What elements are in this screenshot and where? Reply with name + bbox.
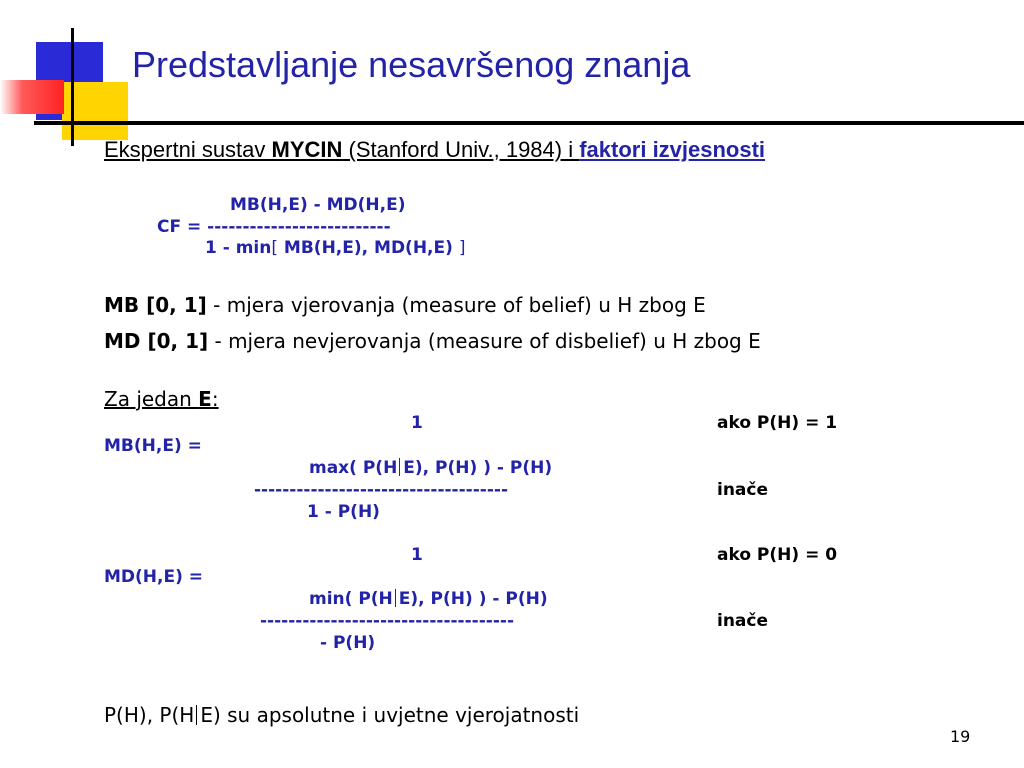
slide-title: Predstavljanje nesavršenog znanja xyxy=(132,44,691,85)
intro-prefix: Ekspertni sustav xyxy=(104,137,272,162)
cf-denominator xyxy=(205,238,465,258)
for-one-var: E xyxy=(198,387,212,411)
cf-lhs-line xyxy=(157,217,391,237)
given-bar-icon xyxy=(395,589,397,607)
given-bar-icon xyxy=(196,705,198,725)
definition-text: - mjera vjerovanja (measure of belief) u H zbog E xyxy=(206,293,706,317)
md-numerator xyxy=(309,589,548,609)
cf-bracket-open: [ xyxy=(271,238,279,258)
mb-case2-cond: inače xyxy=(717,480,769,500)
definition-term: MD [0, 1] xyxy=(104,329,209,353)
mb-numerator-a: max( P(H xyxy=(309,458,398,478)
for-one-label xyxy=(104,387,219,411)
intro-term: faktori izvjesnosti xyxy=(579,137,766,162)
mb-denominator: 1 - P(H) xyxy=(307,502,380,522)
mb-numerator-b: E), P(H) ) - P(H) xyxy=(403,458,553,478)
mb-numerator xyxy=(309,458,552,478)
for-one-colon: : xyxy=(211,387,219,411)
md-dashes: ------------------------------------ xyxy=(260,611,515,631)
given-bar-icon xyxy=(399,458,401,476)
cf-bracket-close: ] xyxy=(458,238,466,258)
definition-mb xyxy=(104,293,706,317)
definition-md xyxy=(104,329,761,353)
md-case2-cond: inače xyxy=(717,611,769,631)
md-case1-value: 1 xyxy=(411,545,423,565)
mb-case1-value: 1 xyxy=(411,413,423,433)
footer-note xyxy=(104,703,579,727)
cf-denominator-prefix: 1 - min xyxy=(205,238,272,258)
page-number: 19 xyxy=(950,727,971,746)
footer-note-b: E) su apsolutne i uvjetne vjerojatnosti xyxy=(200,703,580,727)
md-numerator-a: min( P(H xyxy=(309,589,393,609)
md-lhs: MD(H,E) = xyxy=(104,567,204,587)
for-one-prefix: Za jedan xyxy=(104,387,199,411)
logo-red-bar xyxy=(0,80,64,114)
cf-lhs: CF = xyxy=(157,217,208,237)
mb-case1-cond: ako P(H) = 1 xyxy=(717,413,838,433)
cf-dashes: -------------------------- xyxy=(207,217,391,237)
cf-denominator-inner: MB(H,E), MD(H,E) xyxy=(278,238,459,258)
definition-text: - mjera nevjerovanja (measure of disbelief) u H zbog E xyxy=(208,329,761,353)
definition-term: MB [0, 1] xyxy=(104,293,207,317)
intro-line xyxy=(104,137,765,163)
mb-lhs: MB(H,E) = xyxy=(104,436,202,456)
md-case1-cond: ako P(H) = 0 xyxy=(717,545,838,565)
footer-note-a: P(H), P(H xyxy=(104,703,195,727)
md-numerator-b: E), P(H) ) - P(H) xyxy=(398,589,548,609)
cf-numerator: MB(H,E) - MD(H,E) xyxy=(230,195,406,215)
intro-system: MYCIN xyxy=(271,137,343,162)
title-underline-rule xyxy=(34,121,1024,125)
mb-dashes: ------------------------------------ xyxy=(254,480,509,500)
md-denominator: - P(H) xyxy=(320,633,376,653)
logo-vertical-line xyxy=(71,28,74,146)
intro-suffix: (Stanford Univ., 1984) i xyxy=(342,137,580,162)
